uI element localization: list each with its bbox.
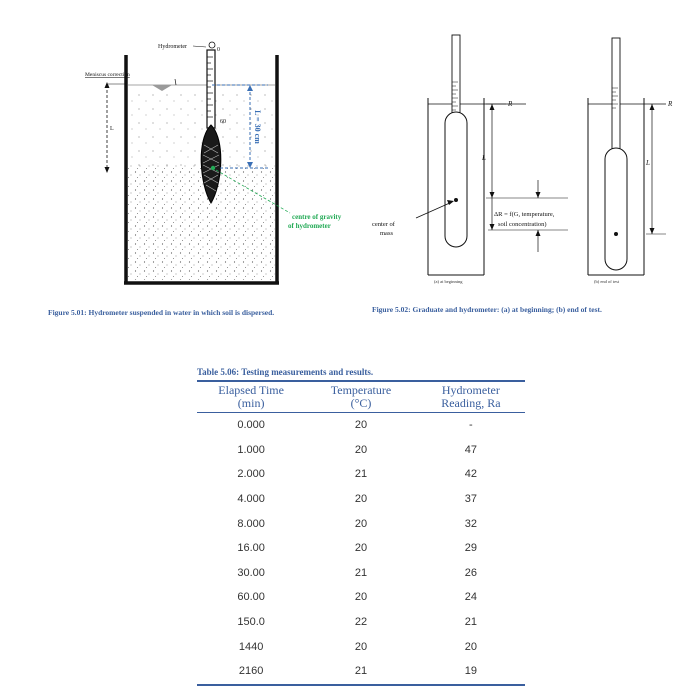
figure-graduate-hydrometer (372, 30, 688, 292)
table-row (197, 536, 525, 561)
results-table-section (197, 367, 525, 686)
cell-temp: 20 (354, 591, 368, 604)
cell-reading: 47 (464, 443, 477, 456)
l-label: L (110, 126, 114, 132)
r-label-b: R (668, 100, 673, 108)
cell-temp: 21 (354, 566, 368, 579)
cell-reading: 32 (464, 517, 477, 530)
cell-reading: 19 (417, 659, 525, 685)
cell-reading: 37 (464, 493, 477, 506)
table-row (197, 659, 525, 685)
table-header-row (197, 381, 525, 413)
cell-reading: 20 (464, 640, 477, 653)
hydrometer-label: Hydrometer (158, 44, 187, 50)
cell-reading: 24 (464, 591, 477, 604)
table-title: Table 5.06: Testing measurements and results. (197, 367, 374, 377)
table-row (197, 610, 525, 635)
cell-temp: 20 (354, 517, 368, 530)
cell-time: 4.000 (237, 493, 265, 506)
sixty-mark: 60 (220, 119, 226, 125)
cell-reading: 26 (464, 566, 477, 579)
r-label-a: R (508, 100, 513, 108)
cell-temp: 20 (354, 419, 368, 432)
cell-reading: - (469, 419, 473, 432)
centre-gravity-label-2: of hydrometer (288, 222, 331, 230)
hydrometer-stem-a (452, 35, 460, 115)
hydrometer-stem-b (612, 38, 620, 150)
cell-time: 2160 (197, 659, 305, 685)
hydrometer-bulb-a (445, 112, 467, 247)
cell-time: 8.000 (237, 517, 265, 530)
cell-temp: 20 (354, 640, 368, 653)
cell-time: 0.000 (237, 419, 265, 432)
cell-reading: 42 (464, 468, 477, 481)
delta-r-label-2: soil concentration) (498, 221, 547, 228)
cell-temp: 20 (354, 542, 368, 555)
sediment-dense (128, 165, 275, 280)
l-30cm-label: L = 30 cm (253, 110, 262, 144)
table-row (197, 413, 525, 438)
cell-temp: 20 (354, 493, 368, 506)
table-row (197, 585, 525, 610)
cell-temp: 21 (354, 468, 368, 481)
mass-label: mass (380, 230, 393, 237)
header-temperature: Temperature (°C) (305, 381, 417, 413)
centre-gravity-label: centre of gravity (292, 213, 342, 221)
hydrometer-stem (207, 50, 215, 128)
delta-r-label: ΔR = f(G, temperature, (494, 211, 555, 218)
center-of-mass-b (614, 232, 618, 236)
cell-time: 2.000 (237, 468, 265, 481)
header-elapsed-time: Elapsed Time (min) (197, 381, 305, 413)
cell-time: 60.00 (237, 591, 265, 604)
table-row (197, 511, 525, 536)
cell-temp: 22 (354, 616, 368, 629)
table-row (197, 634, 525, 659)
centre-of-gravity-dot (211, 166, 215, 170)
l-label-b: L (646, 159, 650, 167)
figure-502-caption: Figure 5.02: Graduate and hydrometer: (a) at beginning; (b) end of test. (372, 305, 602, 314)
cell-reading: 29 (464, 542, 477, 555)
cell-time: 150.0 (237, 616, 265, 629)
results-table (197, 380, 525, 686)
table-row (197, 462, 525, 487)
table-row (197, 438, 525, 463)
cell-reading: 21 (464, 616, 477, 629)
cell-temp: 20 (354, 443, 368, 456)
meniscus-label: Meniscus correction (85, 72, 130, 78)
cell-time: 16.00 (237, 542, 265, 555)
sub-caption-a: (a) at beginning (434, 279, 463, 284)
sub-caption-b: (b) end of test (594, 279, 620, 284)
hydrometer-bulb-b (605, 148, 627, 270)
header-hydrometer-reading: Hydrometer Reading, Ra (417, 381, 525, 413)
center-of-mass-a (454, 198, 458, 202)
cell-time: 1.000 (237, 443, 265, 456)
table-row (197, 561, 525, 586)
cell-time: 30.00 (237, 566, 265, 579)
l-label-a: L (482, 154, 486, 162)
table-row (197, 487, 525, 512)
cell-time: 1440 (238, 640, 264, 653)
cell-temp: 21 (305, 659, 417, 685)
figure-hydrometer-suspended (80, 35, 390, 295)
figure-501-caption: Figure 5.01: Hydrometer suspended in water in which soil is dispersed. (48, 308, 275, 317)
center-of-label: center of (372, 221, 395, 228)
zero-mark: 0 (217, 47, 220, 53)
